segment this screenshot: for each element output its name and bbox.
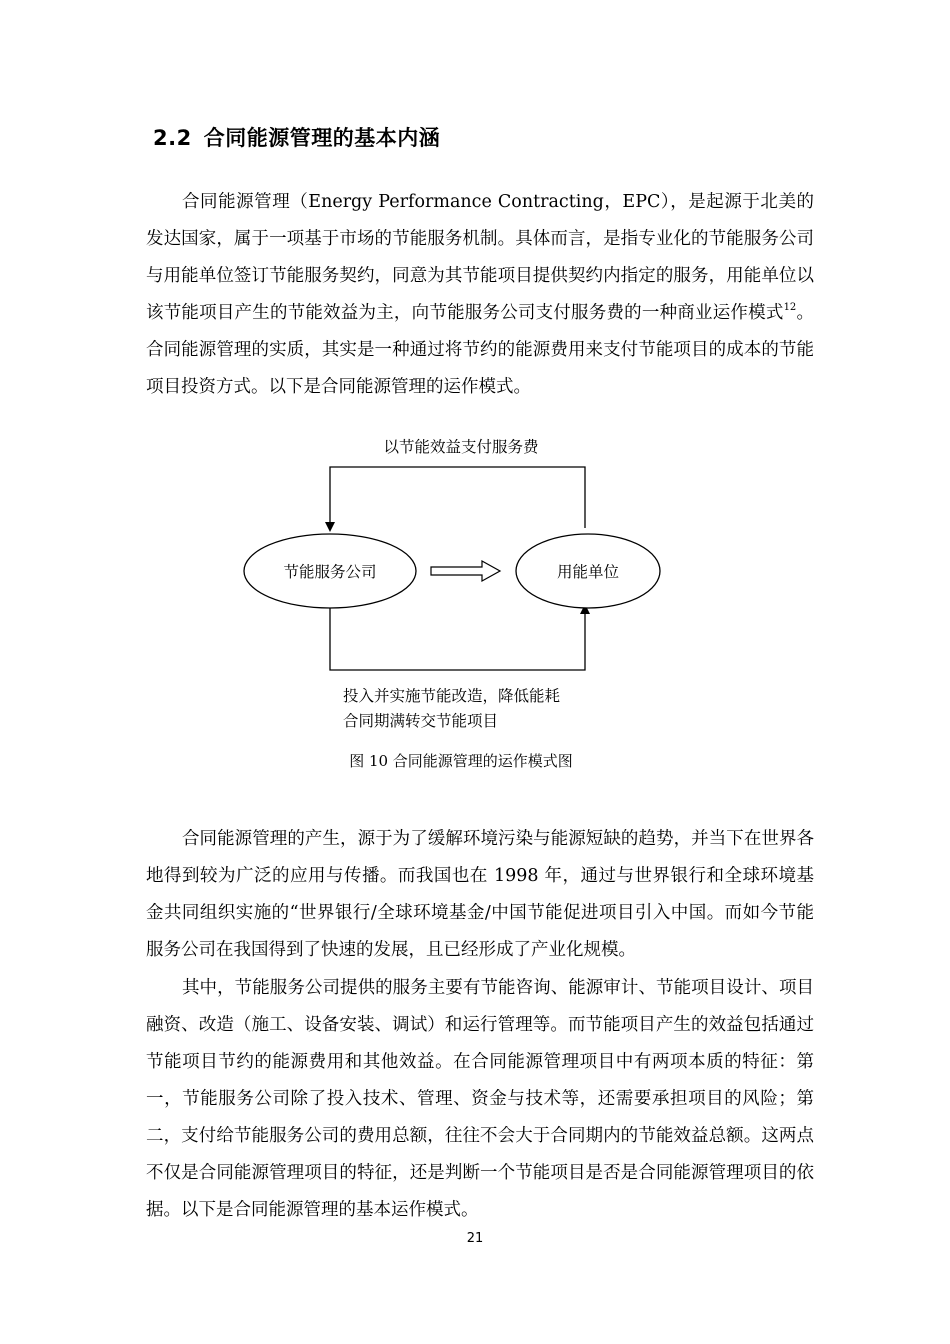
paragraph-epc-features: 其中，节能服务公司提供的服务主要有节能咨询、能源审计、节能项目设计、项目融资、改造（施工、设备安装、调试）和运行管理等。而节能项目产生的效益包括通过节能项目节约的能源费用和其他效益。在合同能源管理项目中有两项本质的特征：第一，节能服务公司除了投入技术、管理、资金与技术等，还需要承担项目的风险；第二，支付给节能服务公司的费用总额，往往不会大于合同期内的节能效益总额。这两点不仅是合同能源管理项目的特征，还是判断一个节能项目是否是合同能源管理项目的依据。以下是合同能源管理的基本运作模式。 — [146, 978, 814, 1220]
paragraph-text-continued: 。合同能源管理的实质，其实是一种通过将节约的能源费用来支付节能项目的成本的节能项目投资方式。以下是合同能源管理的运作模式。 — [146, 303, 815, 397]
paragraph-epc-definition — [146, 184, 814, 406]
hollow-arrow-icon — [431, 561, 500, 581]
section-number: 2.2 — [153, 126, 192, 150]
top-flow-label: 以节能效益支付服务费 — [383, 438, 539, 456]
bottom-flow-label-1: 投入并实施节能改造，降低能耗 — [343, 687, 561, 705]
section-title: 合同能源管理的基本内涵 — [203, 126, 441, 150]
energy-user-node-label: 用能单位 — [556, 563, 620, 581]
paragraph-text: 合同能源管理（Energy Performance Contracting，EPC），是起源于北美的发达国家，属于一项基于市场的节能服务机制。具体而言，是指专业化的节能服务公司与用能单位签订节能服务契约，同意为其节能项目提供契约内指定的服务，用能单位以该节能项目产生的节能效益为主，向节能服务公司支付服务费的一种商业运作模式 — [146, 192, 814, 323]
section-heading — [153, 122, 440, 152]
footnote-reference: 12 — [783, 302, 797, 313]
paragraph-epc-origin: 合同能源管理的产生，源于为了缓解环境污染与能源短缺的趋势，并当下在世界各地得到较为广泛的应用与传播。而我国也在 1998 年，通过与世界银行和全球环境基金共同组织实施的“世界银行/全球环境基金/中国节能促进项目引入中国。而如今节能服务公司在我国得到了快速的发展，且已经形成了产业化规模。 — [146, 829, 814, 960]
payment-flow-line — [330, 467, 585, 530]
page-number: 21 — [466, 1231, 484, 1246]
figure-caption: 图 10 合同能源管理的运作模式图 — [349, 752, 573, 770]
bottom-flow-label-2: 合同期满转交节能项目 — [343, 712, 499, 730]
service-flow-line — [330, 606, 585, 670]
esco-node-label: 节能服务公司 — [283, 563, 377, 581]
epc-operation-diagram — [0, 420, 950, 780]
